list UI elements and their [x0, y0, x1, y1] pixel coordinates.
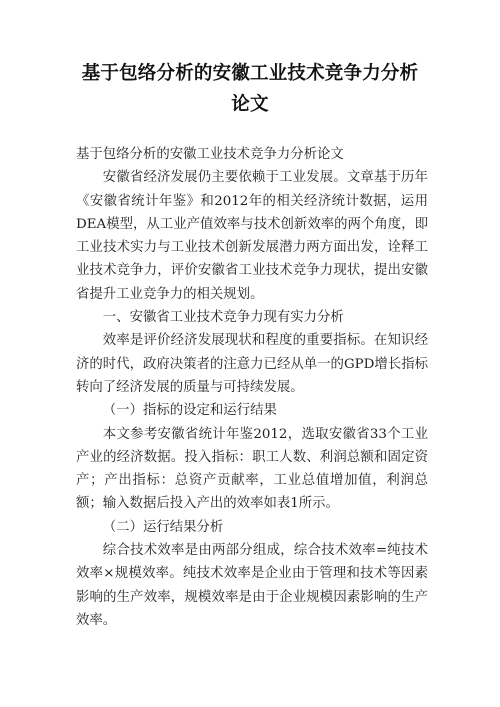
document-title [60, 58, 440, 120]
paragraph-abstract: 安徽省经济发展仍主要依赖于工业发展。文章基于历年《安徽省统计年鉴》和2012年的相关经济统计数据，运用DEA模型，从工业产值效率与技术创新效率的两个角度，即工业技术实力与工业技术创新发展潜力两方面出发，诠释工业技术竞争力，评价安徽省工业技术竞争力现状，提出安徽省提升工业竞争力的相关规划。 [76, 170, 428, 302]
title-line-1: 基于包络分析的安徽工业技术竞争力分析 [81, 63, 419, 84]
title-line-2: 论文 [231, 94, 269, 115]
paragraph-indicators: 本文参考安徽省统计年鉴2012，选取安徽省33个工业产业的经济数据。投入指标：职工人数、利润总额和固定资产；产出指标：总资产贡献率，工业总值增加值，利润总额；输入数据后投入产出的效率如表1所示。 [76, 426, 428, 512]
section-heading-1: 一、安徽省工业技术竞争力现有实力分析 [102, 310, 344, 326]
paragraph-efficiency: 效率是评价经济发展现状和程度的重要指标。在知识经济的时代，政府决策者的注意力已经从单一的GPD增长指标转向了经济发展的质量与可持续发展。 [76, 333, 428, 395]
paragraph-results: 综合技术效率是由两部分组成，综合技术效率=纯技术效率×规模效率。纯技术效率是企业由于管理和技术等因素影响的生产效率，规模效率是由于企业规模因素影响的生产效率。 [76, 543, 428, 628]
paragraph-subtitle: 基于包络分析的安徽工业技术竞争力分析论文 [76, 147, 344, 162]
subsection-heading-1: （一）指标的设定和运行结果 [102, 403, 277, 419]
document-body [76, 143, 428, 632]
subsection-heading-2: （二）运行结果分析 [102, 519, 224, 535]
